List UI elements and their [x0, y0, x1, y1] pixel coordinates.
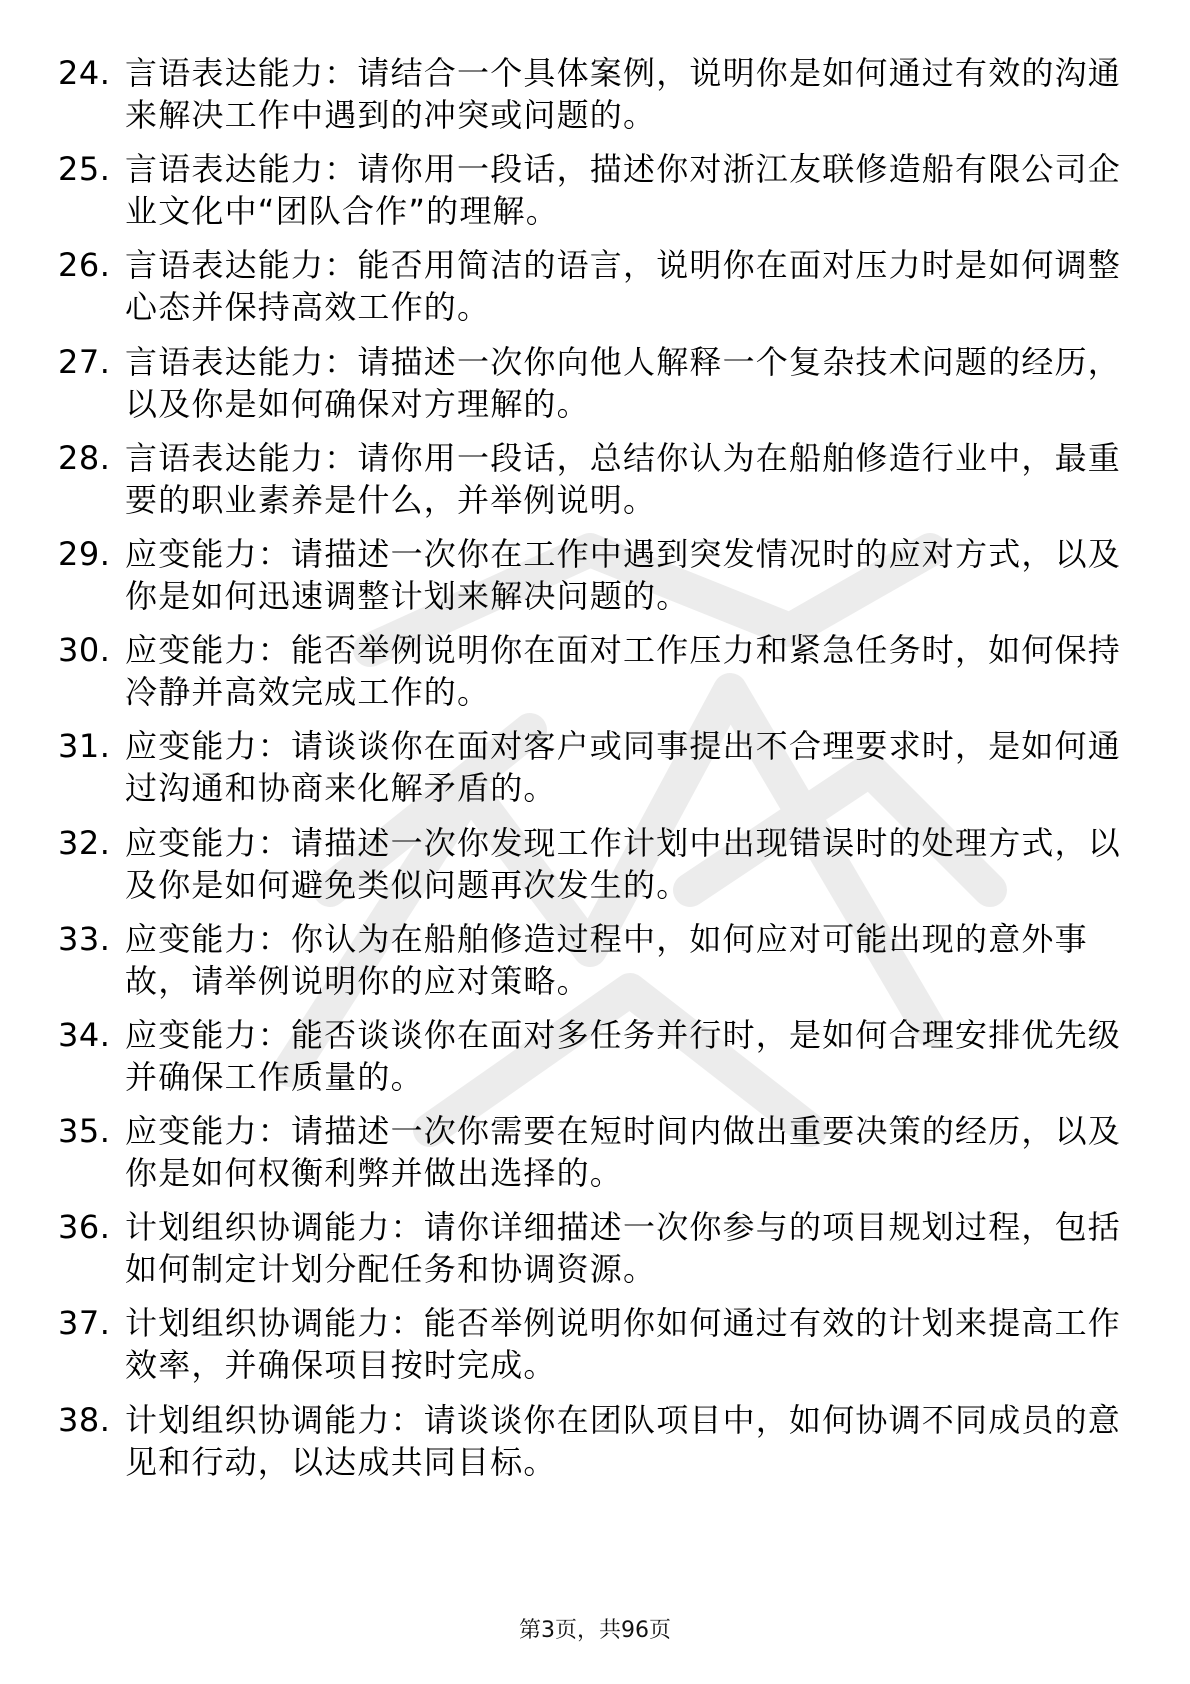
question-item: [58, 629, 1138, 725]
question-number: 31.: [58, 727, 111, 766]
question-item: [58, 1206, 1138, 1302]
question-item: [58, 244, 1138, 340]
question-item: [58, 725, 1138, 821]
page-number-label: 第3页，共96页: [519, 1618, 671, 1643]
question-number: 35.: [58, 1112, 111, 1151]
question-text: 言语表达能力：请你用一段话，描述你对浙江友联修造船有限公司企业文化中“团队合作”的理解。: [125, 150, 1122, 231]
question-number: 25.: [58, 150, 111, 189]
question-text: 应变能力：请谈谈你在面对客户或同事提出不合理要求时，是如何通过沟通和协商来化解矛盾的。: [125, 727, 1122, 808]
question-text: 应变能力：你认为在船舶修造过程中，如何应对可能出现的意外事故，请举例说明你的应对策略。: [125, 919, 1088, 1000]
question-number: 38.: [58, 1400, 111, 1439]
question-number: 36.: [58, 1208, 111, 1247]
question-text: 计划组织协调能力：能否举例说明你如何通过有效的计划来提高工作效率，并确保项目按时完成。: [125, 1304, 1122, 1385]
question-item: [58, 1399, 1138, 1495]
question-item: [58, 1110, 1138, 1206]
question-number: 29.: [58, 534, 111, 573]
question-number: 30.: [58, 631, 111, 670]
question-text: 应变能力：请描述一次你在工作中遇到突发情况时的应对方式，以及你是如何迅速调整计划来解决问题的。: [125, 534, 1122, 615]
question-text: 应变能力：能否谈谈你在面对多任务并行时，是如何合理安排优先级并确保工作质量的。: [125, 1015, 1122, 1096]
question-text: 应变能力：请描述一次你需要在短时间内做出重要决策的经历，以及你是如何权衡利弊并做出选择的。: [125, 1112, 1122, 1193]
question-item: [58, 533, 1138, 629]
question-text: 言语表达能力：请结合一个具体案例，说明你是如何通过有效的沟通来解决工作中遇到的冲突或问题的。: [125, 54, 1122, 134]
question-text: 应变能力：能否举例说明你在面对工作压力和紧急任务时，如何保持冷静并高效完成工作的。: [125, 631, 1122, 712]
question-item: [58, 148, 1138, 244]
question-list: [58, 52, 1138, 1495]
question-item: [58, 822, 1138, 918]
question-number: 37.: [58, 1304, 111, 1343]
question-item: [58, 1014, 1138, 1110]
question-item: [58, 52, 1138, 148]
question-number: 32.: [58, 823, 111, 862]
question-item: [58, 341, 1138, 437]
question-text: 言语表达能力：请描述一次你向他人解释一个复杂技术问题的经历，以及你是如何确保对方理解的。: [125, 342, 1122, 423]
question-item: [58, 918, 1138, 1014]
question-number: 33.: [58, 919, 111, 958]
question-item: [58, 437, 1138, 533]
question-number: 27.: [58, 342, 111, 381]
question-number: 26.: [58, 246, 111, 285]
page-footer: [0, 1616, 1190, 1646]
question-item: [58, 1302, 1138, 1398]
question-text: 言语表达能力：能否用简洁的语言，说明你在面对压力时是如何调整心态并保持高效工作的。: [125, 246, 1122, 327]
question-number: 24.: [58, 54, 111, 92]
question-text: 言语表达能力：请你用一段话，总结你认为在船舶修造行业中，最重要的职业素养是什么，并举例说明。: [125, 438, 1122, 519]
question-number: 28.: [58, 438, 111, 477]
question-text: 计划组织协调能力：请你详细描述一次你参与的项目规划过程，包括如何制定计划分配任务和协调资源。: [125, 1208, 1122, 1289]
question-number: 34.: [58, 1015, 111, 1054]
question-text: 应变能力：请描述一次你发现工作计划中出现错误时的处理方式，以及你是如何避免类似问题再次发生的。: [125, 823, 1122, 904]
question-text: 计划组织协调能力：请谈谈你在团队项目中，如何协调不同成员的意见和行动，以达成共同目标。: [125, 1400, 1122, 1481]
